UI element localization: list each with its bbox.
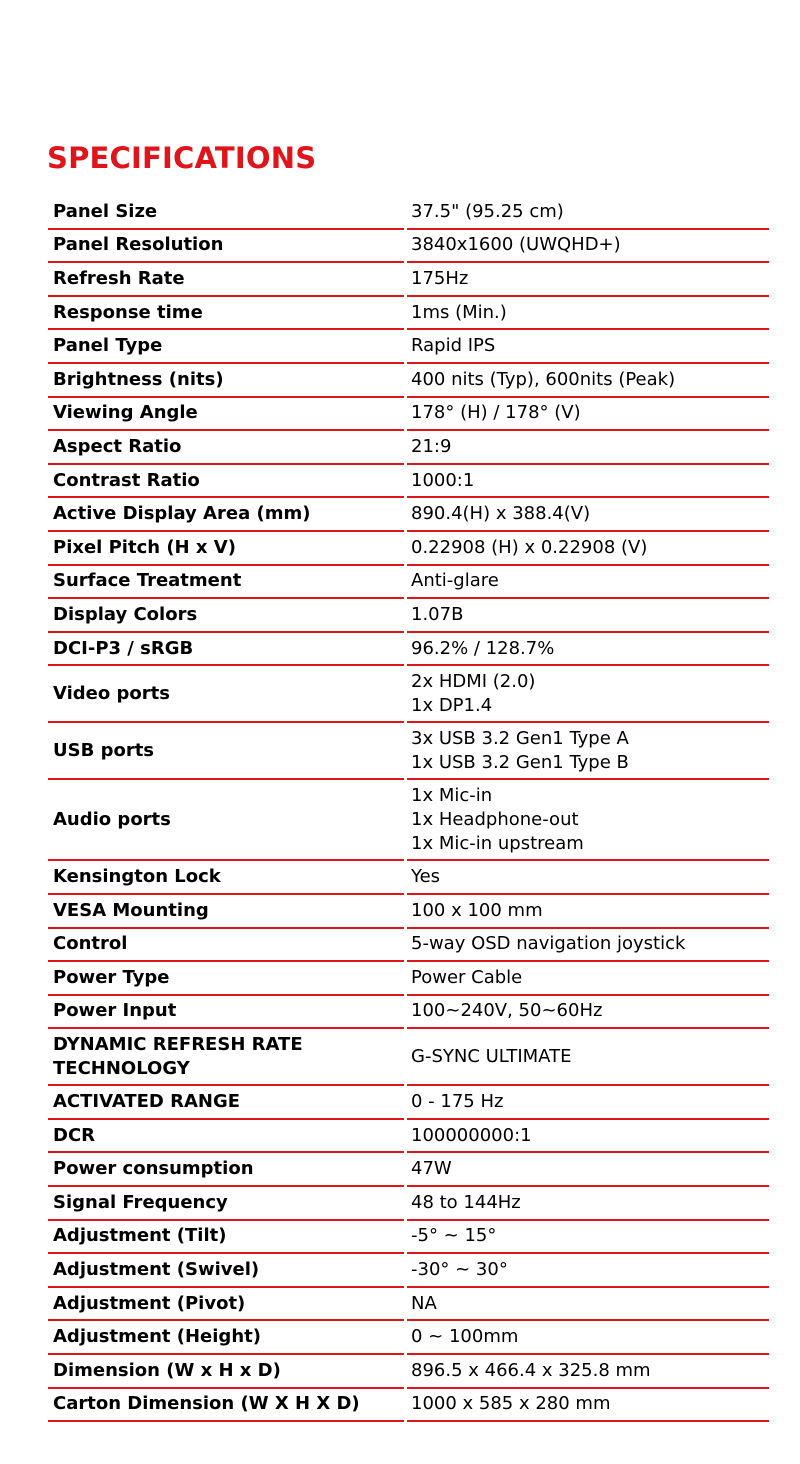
spec-row	[48, 566, 769, 600]
spec-row	[48, 1321, 769, 1355]
spec-label: DCR	[48, 1120, 404, 1154]
spec-row	[48, 1389, 769, 1423]
spec-label: Panel Size	[48, 196, 404, 230]
spec-value: 1000:1	[407, 465, 769, 499]
spec-label: Adjustment (Tilt)	[48, 1221, 404, 1255]
spec-value: 3840x1600 (UWQHD+)	[407, 230, 769, 264]
spec-value: 1x Mic-in 1x Headphone-out 1x Mic-in upstream	[407, 780, 769, 861]
spec-row	[48, 780, 769, 861]
spec-value: 3x USB 3.2 Gen1 Type A 1x USB 3.2 Gen1 Type B	[407, 723, 769, 780]
spec-row	[48, 330, 769, 364]
spec-row	[48, 1120, 769, 1154]
spec-value: 896.5 x 466.4 x 325.8 mm	[407, 1355, 769, 1389]
spec-value: Rapid IPS	[407, 330, 769, 364]
spec-label: Surface Treatment	[48, 566, 404, 600]
spec-label: Audio ports	[48, 780, 404, 861]
spec-label: Power consumption	[48, 1153, 404, 1187]
spec-row	[48, 1153, 769, 1187]
spec-row	[48, 1254, 769, 1288]
spec-label: DYNAMIC REFRESH RATE TECHNOLOGY	[48, 1029, 404, 1086]
spec-row	[48, 398, 769, 432]
spec-row	[48, 1221, 769, 1255]
spec-row	[48, 1086, 769, 1120]
spec-label: Brightness (nits)	[48, 364, 404, 398]
spec-label: USB ports	[48, 723, 404, 780]
spec-label: Contrast Ratio	[48, 465, 404, 499]
spec-value: 96.2% / 128.7%	[407, 633, 769, 667]
spec-row	[48, 599, 769, 633]
spec-row	[48, 633, 769, 667]
spec-value: 400 nits (Typ), 600nits (Peak)	[407, 364, 769, 398]
spec-value: 48 to 144Hz	[407, 1187, 769, 1221]
spec-value: 175Hz	[407, 263, 769, 297]
spec-row	[48, 263, 769, 297]
spec-row	[48, 431, 769, 465]
spec-value: 37.5" (95.25 cm)	[407, 196, 769, 230]
spec-row	[48, 1187, 769, 1221]
spec-value: Power Cable	[407, 962, 769, 996]
spec-row	[48, 1029, 769, 1086]
spec-label: Adjustment (Pivot)	[48, 1288, 404, 1322]
spec-value: 0 ~ 100mm	[407, 1321, 769, 1355]
spec-row	[48, 230, 769, 264]
spec-value: 1.07B	[407, 599, 769, 633]
spec-row	[48, 196, 769, 230]
spec-row	[48, 1355, 769, 1389]
spec-row	[48, 297, 769, 331]
spec-value: -30° ~ 30°	[407, 1254, 769, 1288]
spec-label: DCI-P3 / sRGB	[48, 633, 404, 667]
spec-row	[48, 1288, 769, 1322]
spec-label: Panel Resolution	[48, 230, 404, 264]
spec-label: Kensington Lock	[48, 861, 404, 895]
spec-table	[48, 196, 769, 1422]
page-title: SPECIFICATIONS	[47, 141, 317, 175]
spec-row	[48, 895, 769, 929]
spec-row	[48, 532, 769, 566]
spec-value: NA	[407, 1288, 769, 1322]
spec-value: 2x HDMI (2.0) 1x DP1.4	[407, 666, 769, 723]
spec-row	[48, 996, 769, 1030]
spec-label: Pixel Pitch (H x V)	[48, 532, 404, 566]
spec-value: 100000000:1	[407, 1120, 769, 1154]
spec-row	[48, 962, 769, 996]
spec-row	[48, 364, 769, 398]
spec-label: Active Display Area (mm)	[48, 498, 404, 532]
spec-label: ACTIVATED RANGE	[48, 1086, 404, 1120]
spec-row	[48, 666, 769, 723]
spec-row	[48, 465, 769, 499]
spec-value: 0.22908 (H) x 0.22908 (V)	[407, 532, 769, 566]
spec-label: Aspect Ratio	[48, 431, 404, 465]
spec-value: Anti-glare	[407, 566, 769, 600]
spec-label: Carton Dimension (W X H X D)	[48, 1389, 404, 1423]
spec-value: 5-way OSD navigation joystick	[407, 929, 769, 963]
spec-value: 1000 x 585 x 280 mm	[407, 1389, 769, 1423]
spec-value: 178° (H) / 178° (V)	[407, 398, 769, 432]
spec-value: 100~240V, 50~60Hz	[407, 996, 769, 1030]
spec-row	[48, 498, 769, 532]
spec-value: 890.4(H) x 388.4(V)	[407, 498, 769, 532]
spec-label: Control	[48, 929, 404, 963]
spec-label: Adjustment (Height)	[48, 1321, 404, 1355]
spec-row	[48, 861, 769, 895]
spec-value: 21:9	[407, 431, 769, 465]
spec-label: Display Colors	[48, 599, 404, 633]
spec-label: Dimension (W x H x D)	[48, 1355, 404, 1389]
spec-label: Power Type	[48, 962, 404, 996]
spec-value: 1ms (Min.)	[407, 297, 769, 331]
spec-label: Panel Type	[48, 330, 404, 364]
spec-label: Power Input	[48, 996, 404, 1030]
spec-value: -5° ~ 15°	[407, 1221, 769, 1255]
spec-label: Signal Frequency	[48, 1187, 404, 1221]
spec-label: Video ports	[48, 666, 404, 723]
spec-value: G-SYNC ULTIMATE	[407, 1029, 769, 1086]
spec-row	[48, 929, 769, 963]
spec-label: Response time	[48, 297, 404, 331]
spec-value: Yes	[407, 861, 769, 895]
spec-value: 47W	[407, 1153, 769, 1187]
spec-label: VESA Mounting	[48, 895, 404, 929]
spec-label: Refresh Rate	[48, 263, 404, 297]
spec-value: 100 x 100 mm	[407, 895, 769, 929]
spec-row	[48, 723, 769, 780]
spec-value: 0 - 175 Hz	[407, 1086, 769, 1120]
spec-label: Viewing Angle	[48, 398, 404, 432]
spec-label: Adjustment (Swivel)	[48, 1254, 404, 1288]
